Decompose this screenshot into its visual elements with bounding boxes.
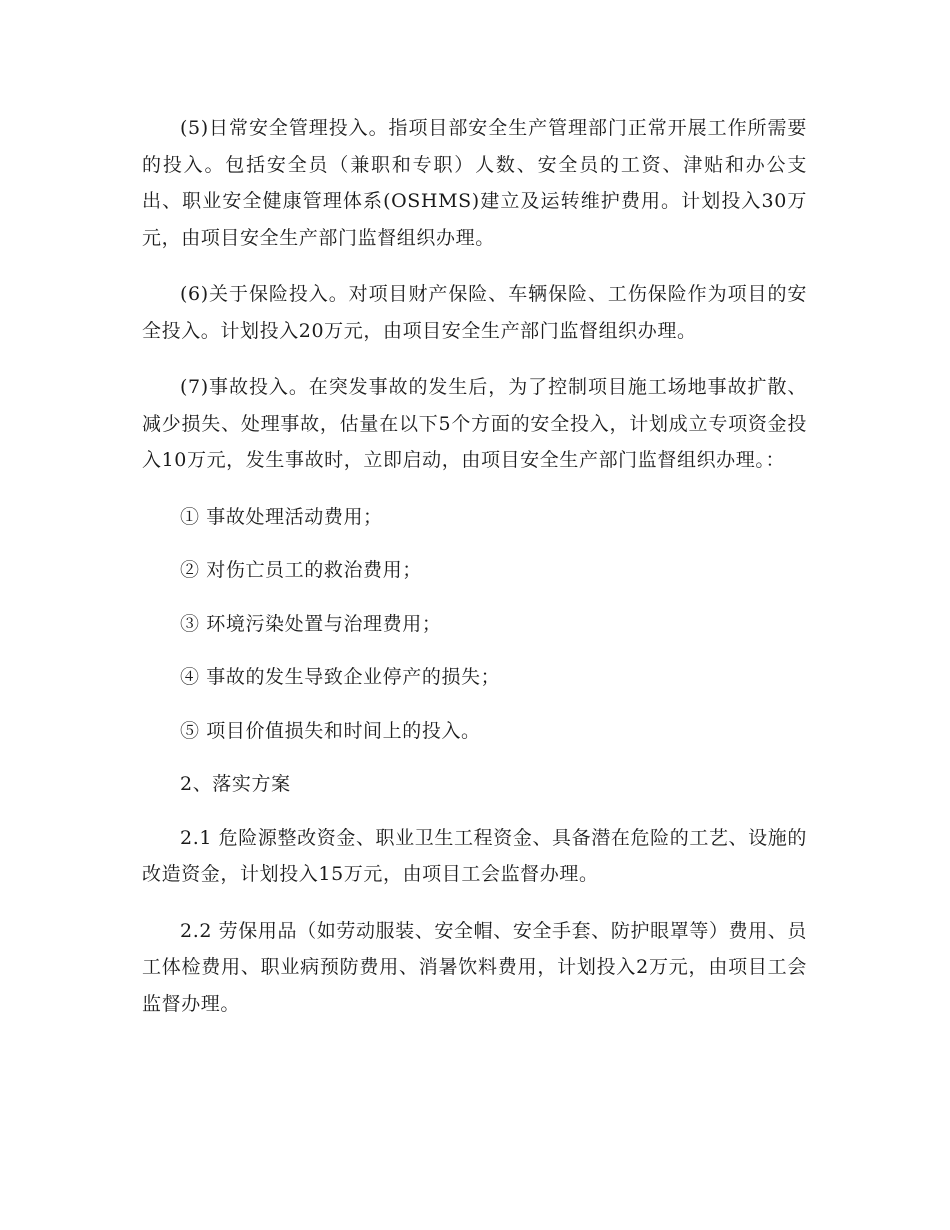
paragraph-accident-investment: (7)事故投入。在突发事故的发生后，为了控制项目施工场地事故扩散、减少损失、处理事故，估量在以下5个方面的安全投入，计划成立专项资金投入10万元，发生事故时，立即启动，由项目安全生产部门监督组织办理。： <box>142 376 807 471</box>
list-item: ③ 环境污染处置与治理费用； <box>180 612 442 635</box>
document-body <box>142 110 807 1042</box>
list-item: ⑤ 项目价值损失和时间上的投入。 <box>180 719 481 742</box>
paragraph-2-1: 2.1 危险源整改资金、职业卫生工程资金、具备潜在危险的工艺、设施的改造资金，计划投入15万元，由项目工会监督办理。 <box>142 826 807 885</box>
list-item: ① 事故处理活动费用； <box>180 505 383 528</box>
section-heading: 2、落实方案 <box>180 773 291 795</box>
paragraph-insurance-investment: (6)关于保险投入。对项目财产保险、车辆保险、工伤保险作为项目的安全投入。计划投入20万元，由项目安全生产部门监督组织办理。 <box>142 283 807 342</box>
list-item: ② 对伤亡员工的救治费用； <box>180 559 422 581</box>
paragraph-2-2: 2.2 劳保用品（如劳动服装、安全帽、安全手套、防护眼罩等）费用、员工体检费用、职业病预防费用、消暑饮料费用，计划投入2万元，由项目工会监督办理。 <box>142 919 807 1015</box>
list-item: ④ 事故的发生导致企业停产的损失； <box>180 666 501 688</box>
paragraph-daily-safety-management: (5)日常安全管理投入。指项目部安全生产管理部门正常开展工作所需要的投入。包括安全员（兼职和专职）人数、安全员的工资、津贴和办公支出、职业安全健康管理体系(OSHMS)建立及运转维护费用。计划投入30万元，由项目安全生产部门监督组织办理。 <box>142 117 807 249</box>
